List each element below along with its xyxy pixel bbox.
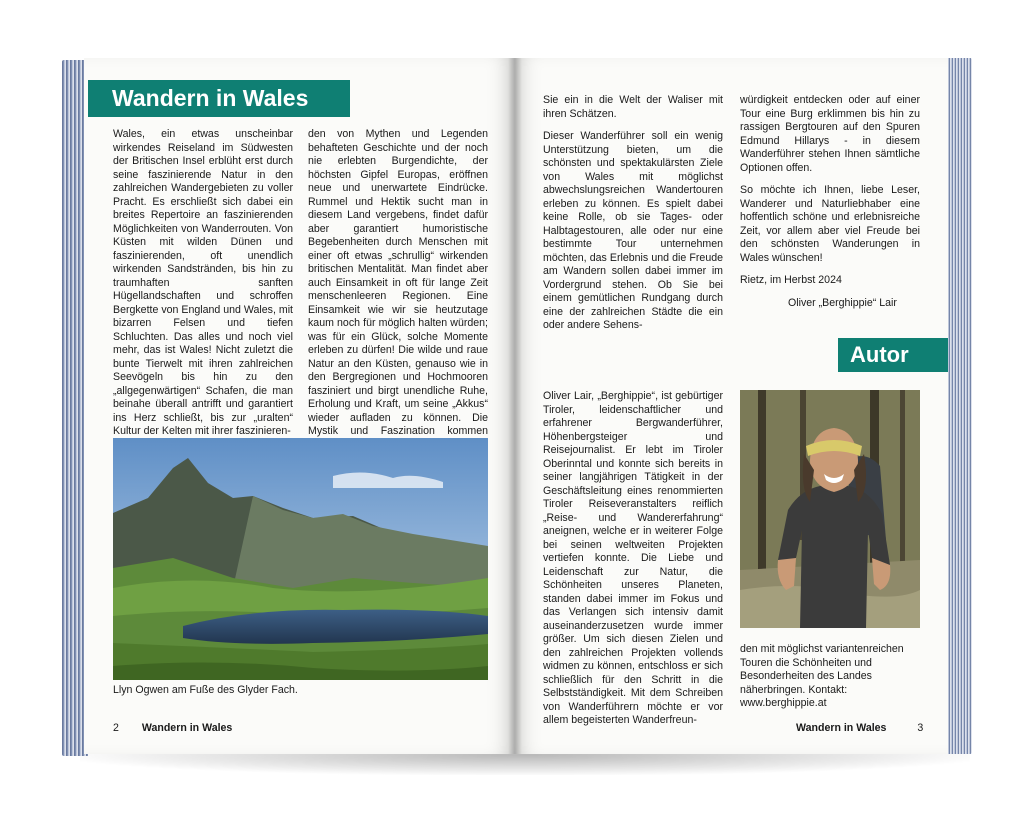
- autor-text-continued: den mit möglichst variantenreichen Touren die Schönheiten und Besonderheiten des Landes näherbringen. Kontakt: www.berghippie.at: [740, 643, 904, 709]
- chapter-heading: [88, 80, 350, 117]
- left-running-title: Wandern in Wales: [141, 722, 233, 734]
- left-column-2-text: den von Mythen und Legenden behafteten Geschichte und der noch nie erlebten Burgendichte, der höchsten Gipfel Europas, eröffnen neue und unerwartete Eindrücke. Rummel und Hektik sucht man in diesem Land vergebens, findet dafür aber garantiert humoristische Begebenheiten durch Menschen mit einer oft etwas „schrullig“ wirkenden britischen Mentalität. Man findet aber auch Einsamkeit in oft für lange Zeit menschenleeren Regionen. Eine Einsamkeit wie wir sie heutzutage kaum noch für möglich halten würden; was für ein Glück, solche Momente erleben zu dürfen! Die wilde und raue Natur an den Küsten, genauso wie in den Bergregionen und Hochmooren fasziniert und birgt unendliche Ruhe, Erholung und Kraft, um seine „Akkus“ wieder aufladen zu können. Die Mystik und Faszination kommen: [308, 128, 488, 437]
- landscape-photo: [113, 438, 488, 680]
- autor-column: [543, 390, 723, 737]
- right-column-2-para-2: So möchte ich Ihnen, liebe Leser, Wanderer und Naturliebhaber eine hoffentlich schöne und erlebnisreiche Zeit, vor allem aber viel Freude bei den schönsten Wanderungen in Wales wünschen!: [740, 184, 920, 264]
- author-photo-illustration: [740, 390, 920, 628]
- author-photo: [740, 390, 920, 628]
- autor-column-continued: [740, 643, 920, 720]
- right-column-1-para-2: Dieser Wanderführer soll ein wenig Unterstützung bieten, um die schönsten und spektakulärsten Ziele von Wales mit möglichst abwechslungsreichen Wandertouren erleben zu können. Es spielt dabei keine Rolle, ob sie Tages- oder Halbtagestouren, alle oder nur eine bestimmte Tour unternehmen möchten, das Erlebnis und die Freude am Wandern sollen dabei immer im Vordergrund stehen. Ob Sie bei einem gemütlichen Rundgang durch eine der zahlreichen Städte die ein oder andere Sehens-: [543, 130, 723, 331]
- left-footer: [113, 722, 232, 734]
- autor-text: Oliver Lair, „Berghippie“, ist gebürtiger Tiroler, leidenschaftlicher und erfahrener Bergwanderführer, Höhenbergsteiger und Reisejournalist. Er lebt im Tiroler Oberinntal und konnte sich bereits in seiner langjährigen Tätigkeit in der Geschäftsleitung eines renommierten Tiroler Reiseveranstalters reiflich „Reise- und Wandererfahrung“ aneignen, welche er in weiterer Folge bei seinen weltweiten Projekten vertiefen konnte. Die Liebe und Leidenschaft zur Natur, die Schönheiten unseres Planeten, standen dabei immer im Fokus und das Verlangen sich intensiv damit auseinanderzusetzen wurde immer größer. Um sich diesen Zielen und den zahlreichen Projekten vollends widmen zu können, entschloss er sich schließlich für den Schritt in die Selbstständigkeit. Mit dem Schreiben von Wanderführern möchte er vor allem begeisterten Wanderfreun-: [543, 390, 723, 726]
- right-column-1: [543, 94, 723, 342]
- right-column-2: [740, 94, 920, 319]
- autor-heading: [838, 338, 948, 372]
- right-page-number: 3: [917, 722, 924, 734]
- right-column-2-dateline: Rietz, im Herbst 2024: [740, 274, 842, 286]
- left-page-number: 2: [113, 722, 119, 734]
- right-running-title: Wandern in Wales: [796, 722, 887, 734]
- autor-heading-text: Autor: [850, 342, 909, 367]
- photo-caption: Llyn Ogwen am Fuße des Glyder Fach.: [113, 684, 298, 696]
- right-column-1-para-1: Sie ein in die Welt der Waliser mit ihren Schätzen.: [543, 94, 723, 120]
- left-column-2: [308, 128, 488, 461]
- left-column-1: [113, 128, 293, 448]
- chapter-heading-text: Wandern in Wales: [112, 85, 309, 111]
- page-edges-right: [944, 58, 972, 754]
- left-column-1-text: Wales, ein etwas unscheinbar wirkendes Reiseland im Südwesten der Britischen Insel erblüht erst durch seine faszinierende Natur in den zahlreichen Wandergebieten zu voller Pracht. Es erschließt sich dabei ein breites Repertoire an faszinierenden Möglichkeiten von Wanderrouten. Von Küsten mit wilden Dünen und faszinierenden, oft unendlich wirkenden Sandstränden, bis hin zu traumhaften sanften Hügellandschaften und schroffen Bergkette von England und Wales, mit bizarren Felsen und tiefen Schluchten. Das alles und noch viel mehr, das ist Wales! Nicht zuletzt die bunte Tierwelt mit ihren zahlreichen Seevögeln bis hin zu den „allgegenwärtigen“ Schafen, die man beinahe überall antrifft und garantiert ins Herz schließt, bis zur „uralten“ Kultur der Kelten mit ihrer faszinieren-: [113, 128, 293, 437]
- book-gutter: [508, 58, 522, 754]
- right-column-2-para-1: würdigkeit entdecken oder auf einer Tour eine Burg erklimmen bis hin zu rassigen Bergtouren auf den Spuren Edmund Hillarys - in diesem Wanderführer stehen Ihnen sämtliche Optionen offen.: [740, 94, 920, 174]
- landscape-photo-illustration: [113, 438, 488, 680]
- right-footer: [796, 722, 923, 734]
- author-signature: Oliver „Berghippie“ Lair: [788, 296, 897, 309]
